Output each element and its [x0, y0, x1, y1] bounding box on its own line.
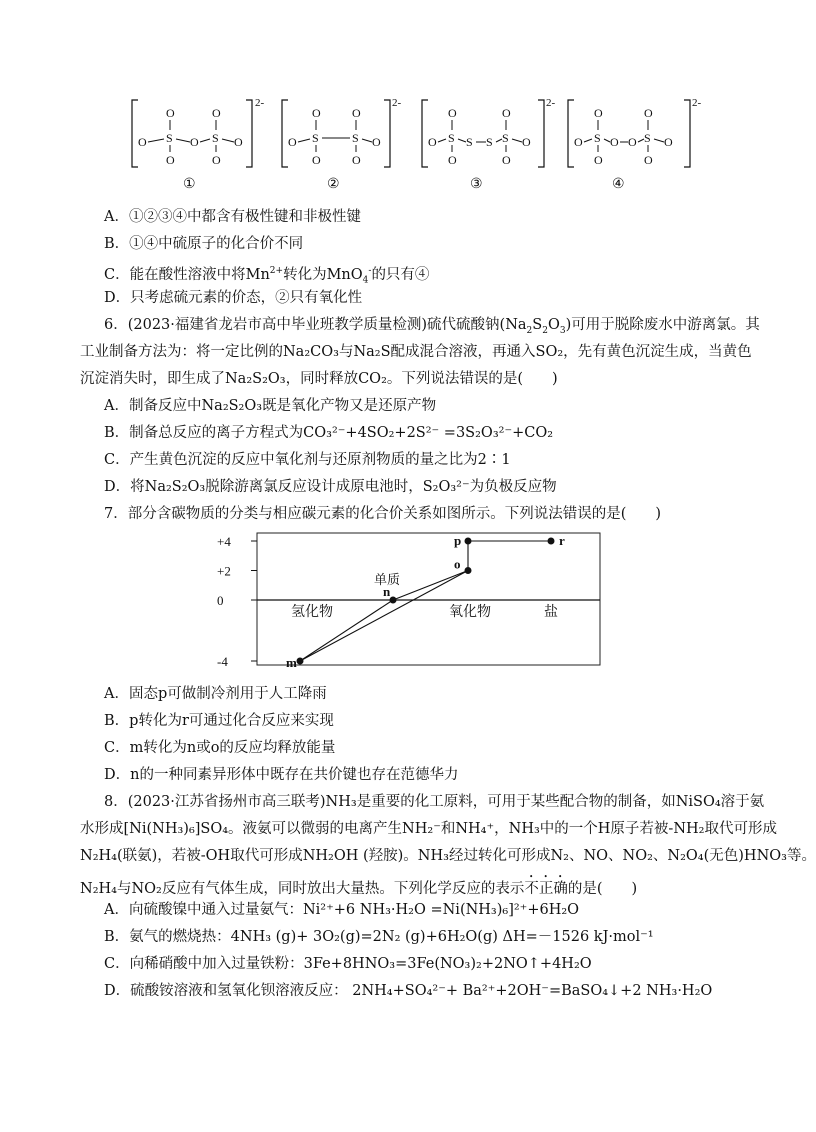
svg-text:O: O — [288, 135, 297, 149]
svg-text:S: S — [448, 131, 455, 145]
charge-2: 2- — [392, 97, 402, 109]
q6-option-b: B．制备总反应的离子方程式为CO₃²⁻+4SO₂+2S²⁻ =3S₂O₃²⁻+CO₂ — [104, 425, 554, 441]
valence-chart — [215, 530, 605, 670]
annotation-elemental: 单质 — [373, 572, 401, 587]
svg-text:O: O — [234, 135, 243, 149]
q7-option-d: D．n的一种同素异形体中既存在共价键也存在范德华力 — [104, 767, 459, 783]
svg-text:O: O — [190, 135, 199, 149]
q8-stem-line-2: 水形成[Ni(NH₃)₆]SO₄。液氨可以微弱的电离产生NH₂⁻和NH₄⁺，NH₃中的一个H原子若被-NH₂取代可形成 — [80, 821, 777, 837]
svg-text:O: O — [574, 135, 583, 149]
emphasis-not-correct: 不正确 — [524, 881, 568, 897]
svg-text:O: O — [312, 153, 321, 167]
q8-option-c: C．向稀硝酸中加入过量铁粉：3Fe+8HNO₃=3Fe(NO₃)₂+2NO↑+4H₂O — [104, 956, 592, 972]
svg-text:S: S — [644, 131, 651, 145]
structure-1 — [132, 97, 265, 167]
category-label: 盐 — [544, 605, 558, 620]
y-tick-label: +2 — [217, 563, 231, 579]
svg-text:O: O — [428, 135, 437, 149]
structure-2 — [282, 97, 402, 167]
link-n-o — [393, 571, 468, 601]
charge-4: 2- — [692, 97, 702, 109]
structure-3 — [422, 97, 556, 167]
point-o — [465, 567, 472, 574]
svg-text:O: O — [644, 153, 653, 167]
svg-text:O: O — [664, 135, 673, 149]
category-label: 氢化物 — [291, 605, 333, 620]
q8-option-b: B．氨气的燃烧热：4NH₃ (g)+ 3O₂(g)=2N₂ (g)+6H₂O(g) ΔH=－1526 kJ·mol⁻¹ — [104, 929, 654, 945]
q7-option-a: A．固态p可做制冷剂用于人工降雨 — [104, 686, 327, 702]
point-m — [297, 658, 304, 665]
point-r — [548, 538, 555, 545]
structure-4 — [568, 97, 702, 167]
q5-option-c: C．能在酸性溶液中将$Mn^{2+}$转化为MnO$_4$-的只有④ — [104, 266, 430, 286]
q5-option-b: B．①④中硫原子的化合价不同 — [104, 236, 304, 252]
svg-text:O: O — [312, 106, 321, 120]
svg-text:O: O — [166, 153, 175, 167]
point-label-r: r — [559, 533, 565, 548]
structure-label-3: ③ — [470, 176, 483, 192]
svg-text:S: S — [486, 135, 493, 149]
structure-label-4: ④ — [612, 176, 625, 192]
svg-text:O: O — [610, 135, 619, 149]
svg-text:O: O — [522, 135, 531, 149]
structure-label-2: ② — [327, 176, 340, 192]
q6-option-a: A．制备反应中Na₂S₂O₃既是氧化产物又是还原产物 — [104, 398, 437, 414]
svg-text:O: O — [628, 135, 637, 149]
svg-text:O: O — [502, 106, 511, 120]
svg-text:O: O — [352, 153, 361, 167]
svg-text:O: O — [448, 106, 457, 120]
q8-option-d: D．硫酸铵溶液和氢氧化钡溶液反应： 2NH₄+SO₄²⁻+ Ba²⁺+2OH⁻=BaSO₄↓+2 NH₃·H₂O — [104, 983, 713, 999]
svg-text:O: O — [212, 106, 221, 120]
point-label-p: p — [454, 533, 462, 548]
svg-text:O: O — [594, 153, 603, 167]
charge-1: 2- — [255, 97, 265, 109]
y-tick-label: +4 — [217, 534, 231, 549]
q6-stem-line-1: 6．(2023·福建省龙岩市高中毕业班教学质量检测)硫代硫酸钠$(Na_2S_2O_3)$可用于脱除废水中游离氯。其 — [104, 317, 760, 336]
category-label: 氧化物 — [449, 605, 491, 620]
q5-option-d: D．只考虑硫元素的价态，②只有氧化性 — [104, 290, 363, 306]
svg-text:O: O — [448, 153, 457, 167]
point-p — [465, 538, 472, 545]
svg-text:O: O — [594, 106, 603, 120]
q6-option-d: D．将Na₂S₂O₃脱除游离氯反应设计成原电池时，S₂O₃²⁻为负极反应物 — [104, 479, 557, 495]
q6-stem-line-2: 工业制备方法为：将一定比例的Na₂CO₃与Na₂S配成混合溶液，再通入SO₂，先有黄色沉淀生成，当黄色 — [80, 344, 752, 360]
q8-stem-line-1: 8．(2023·江苏省扬州市高三联考)NH₃是重要的化工原料，可用于某些配合物的制备，如NiSO₄溶于氨 — [104, 794, 765, 810]
q7-option-c: C．m转化为n或o的反应均释放能量 — [104, 740, 336, 756]
svg-text:O: O — [372, 135, 381, 149]
q5-option-a: A．①②③④中都含有极性键和非极性键 — [104, 209, 361, 225]
svg-text:S: S — [594, 131, 601, 145]
q7-option-b: B．p转化为r可通过化合反应来实现 — [104, 713, 334, 729]
point-label-n: n — [383, 584, 391, 599]
svg-text:O: O — [166, 106, 175, 120]
q8-stem-line-3: N₂H₄(联氨)，若被-OH取代可形成NH₂OH (羟胺)。NH₃经过转化可形成N₂、NO、NO₂、N₂O₄(无色)HNO₃等。 — [80, 848, 816, 864]
q8-option-a: A．向硫酸镍中通入过量氨气：Ni²⁺+6 NH₃·H₂O =Ni(NH₃)₆]²⁺+6H₂O — [104, 902, 580, 918]
q6-option-c: C．产生黄色沉淀的反应中氧化剂与还原剂物质的量之比为2∶1 — [104, 452, 511, 468]
svg-text:O: O — [352, 106, 361, 120]
svg-text:O: O — [138, 135, 147, 149]
svg-text:S: S — [166, 131, 173, 145]
q8-stem-line-4: N₂H₄与NO₂反应有气体生成，同时放出大量热。下列化学反应的表示不正确的是( ) — [80, 881, 638, 897]
y-tick-label: -4 — [217, 654, 228, 669]
q6-stem-line-3: 沉淀消失时，即生成了Na₂S₂O₃，同时释放CO₂。下列说法错误的是( ) — [80, 371, 558, 387]
svg-text:S: S — [502, 131, 509, 145]
charge-3: 2- — [546, 97, 556, 109]
svg-text:O: O — [502, 153, 511, 167]
structure-label-1: ① — [183, 176, 196, 192]
point-label-m: m — [286, 655, 297, 670]
svg-text:S: S — [312, 131, 319, 145]
svg-text:O: O — [644, 106, 653, 120]
y-tick-label: 0 — [217, 593, 224, 608]
point-n — [390, 597, 397, 604]
point-label-o: o — [454, 556, 461, 572]
svg-text:S: S — [466, 135, 473, 149]
svg-text:S: S — [352, 131, 359, 145]
svg-text:O: O — [212, 153, 221, 167]
svg-text:S: S — [212, 131, 219, 145]
q7-stem: 7．部分含碳物质的分类与相应碳元素的化合价关系如图所示。下列说法错误的是( ) — [104, 506, 662, 522]
